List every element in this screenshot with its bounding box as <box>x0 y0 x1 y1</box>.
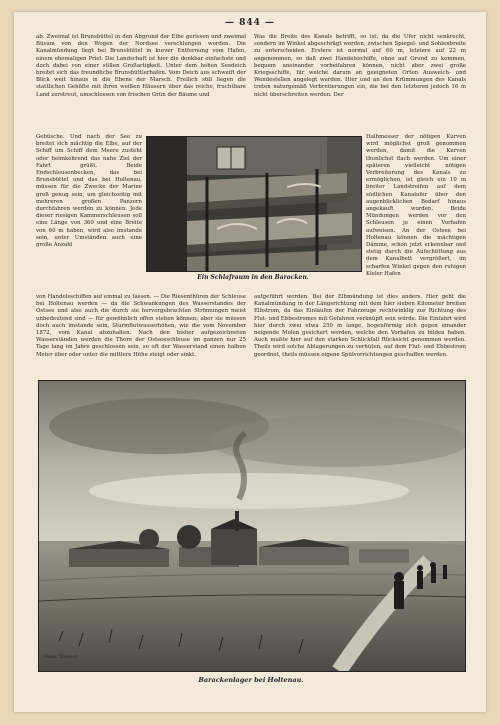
page-number: — 844 — <box>224 18 276 28</box>
sleeping-room-engraving <box>146 136 362 272</box>
article-text-left-middle: Gebüsche. Und nach der See zu breitet sich mächtig die Elbe, auf der Schiff um Schiff dem Meere zusteht oder heimkehrend das nahe Ziel der Fahrt grüßt. Beide Endschleusenbecken, das bei Brunsbüttel und das bei Holtenau, müssen für die Zwecke der Marine groß genug sein, um gleichzeitig mit mehreren großen Panzern durchfahren werden zu können. Jede dieser riesigen Kammerschleusen soll eine Länge von 360 und eine Breite von 60 m haben, wird also imstande sein, unter Umständen auch eine große Anzahl <box>36 134 142 249</box>
newspaper-page <box>14 12 486 712</box>
sleeping-room-illustration <box>147 137 361 271</box>
sleeping-room-caption: Ein Schlafraum in den Baracken. <box>197 274 309 281</box>
article-text-left-top: ab. Zweimal ist Brunsbüttel in den Abgrund der Elbe gerissen und zweimal Büsum von den Wogen der Nordsee verschlungen worden. Die Kanalmündung liegt bei Brunsbüttel in kurzer Entfernung vom Hafen, einem ehemaligen Priel. Die Landschaft ist hier die denkbar einfachste und doch dabei von einer stillen Großartigkeit. Unter dem hohen Seedeich breitet sich das freundliche Brunsbüttlerhafen. Vom Deich aus schweift der Blick weit hinaus in die Ebene der Marsch. Freilich still liegen die stattlichen Gehöfte mit ihren weißen Häusern über das reiche, fruchtbare Land zerstreut, umschlossen von frischen Grün der Bäume und <box>36 34 246 98</box>
barracks-camp-caption: Barackenlager bei Holtenau. <box>198 676 304 684</box>
article-text-right-top: Was die Breite des Kanals betrifft, so ist, da die Ufer nicht senkrecht, sondern im Winkel abgeschrägt werden, zwischen Spiegel- und Sohlenbreite zu unterscheiden. Erstere ist normal auf 60 m, letztere auf 22 m angenommen, so daß zwei Handelsschiffe, ohne auf Grund zu kommen, bequem aneinander vorbeifahren können, nicht aber zwei große Kriegsschiffe, für welche darum an geeigneten Orten Ausweich- und Wendestellen angelegt werden. Hier und an den Krümmungen des Kanals treten naturgemäß Verbreiterungen ein, die bei den letzteren jedoch 16 m nicht überschreiten werden. Der <box>254 34 466 98</box>
barracks-camp-engraving <box>38 380 466 672</box>
artist-signature: Hans Tomson <box>44 654 79 660</box>
article-text-right-middle: Halbmesser der nötigen Kurven wird möglichst groß genommen werden, damit die Kurven thunlichst flach werden. Um einer späteren vielleicht nötigen Verbreiterung des Kanals zu ermöglichen, ist gleich ein 10 m breiter Landstreifen auf dem südlichen Kanalufer über den augenblicklichen Bedarf hinaus angekauft worden. Beide Mündungen werden vor den Schleusen je einen Vorhafen aufweisen. An der Ostsee bei Holtenau können die mächtigen Dämme, schon jetzt erkennbar und stetig durch die Aufschüttung aus dem Kanalbett vergrößert, im scharfen Winkel gegen den ruhigen Kieler Hafen <box>366 134 466 277</box>
article-text-right-bottom: aufgeführt werden. Bei der Elbmündung ist dies anders. Hier geht die Kanalmündung in der Längsrichtung mit dem hier sieben Kilometer breiten Elbstrom, da das Einlaufen der Fahrzeuge rechtwinklig zur Richtung des Flut- und Ebbestromes mit Gefahren verknüpft sein würde. Die Einfahrt wird hier durch zwei etwa 250 m lange, bogenförmig sich gegen einander neigende Molen gesichert werden, welche den Vorhafen zu bilden haben. Auch mußte hier auf den starken Schlickfall Rücksicht genommen werden. Theils wird solche Ablagerungen zu verhüten, auf dem Flut- und Ebbestrom geordnet, theils müssen eigene Spülvorrichtungen geschaffen werden. <box>254 294 466 358</box>
barracks-camp-illustration <box>39 381 465 671</box>
article-text-left-bottom: von Handelsschiffen auf einmal zu fassen. — Die Riesenthüren der Schleuse bei Holtenau werden — da die Schwankungen des Wasserstandes der Ostsee und also auch die durch sie hervorgebrachten Strömungen meist unbedeutend sind — für gewöhnlich offen stehen können; aber sie müssen doch auch imstande sein, Sturmflutwasserhöhen, wie die vom November 1872, vom Kanal abzuhalten. Nach den bisher aufgezeichneten Wasserständen werden die Thore der Ostseeschleuse im ganzen nur 25 Tage lang im Jahre geschlossen sein, so oft der Wasserstand einen halben Meter über oder unter die mittlere Höhe steigt oder sinkt. <box>36 294 246 358</box>
